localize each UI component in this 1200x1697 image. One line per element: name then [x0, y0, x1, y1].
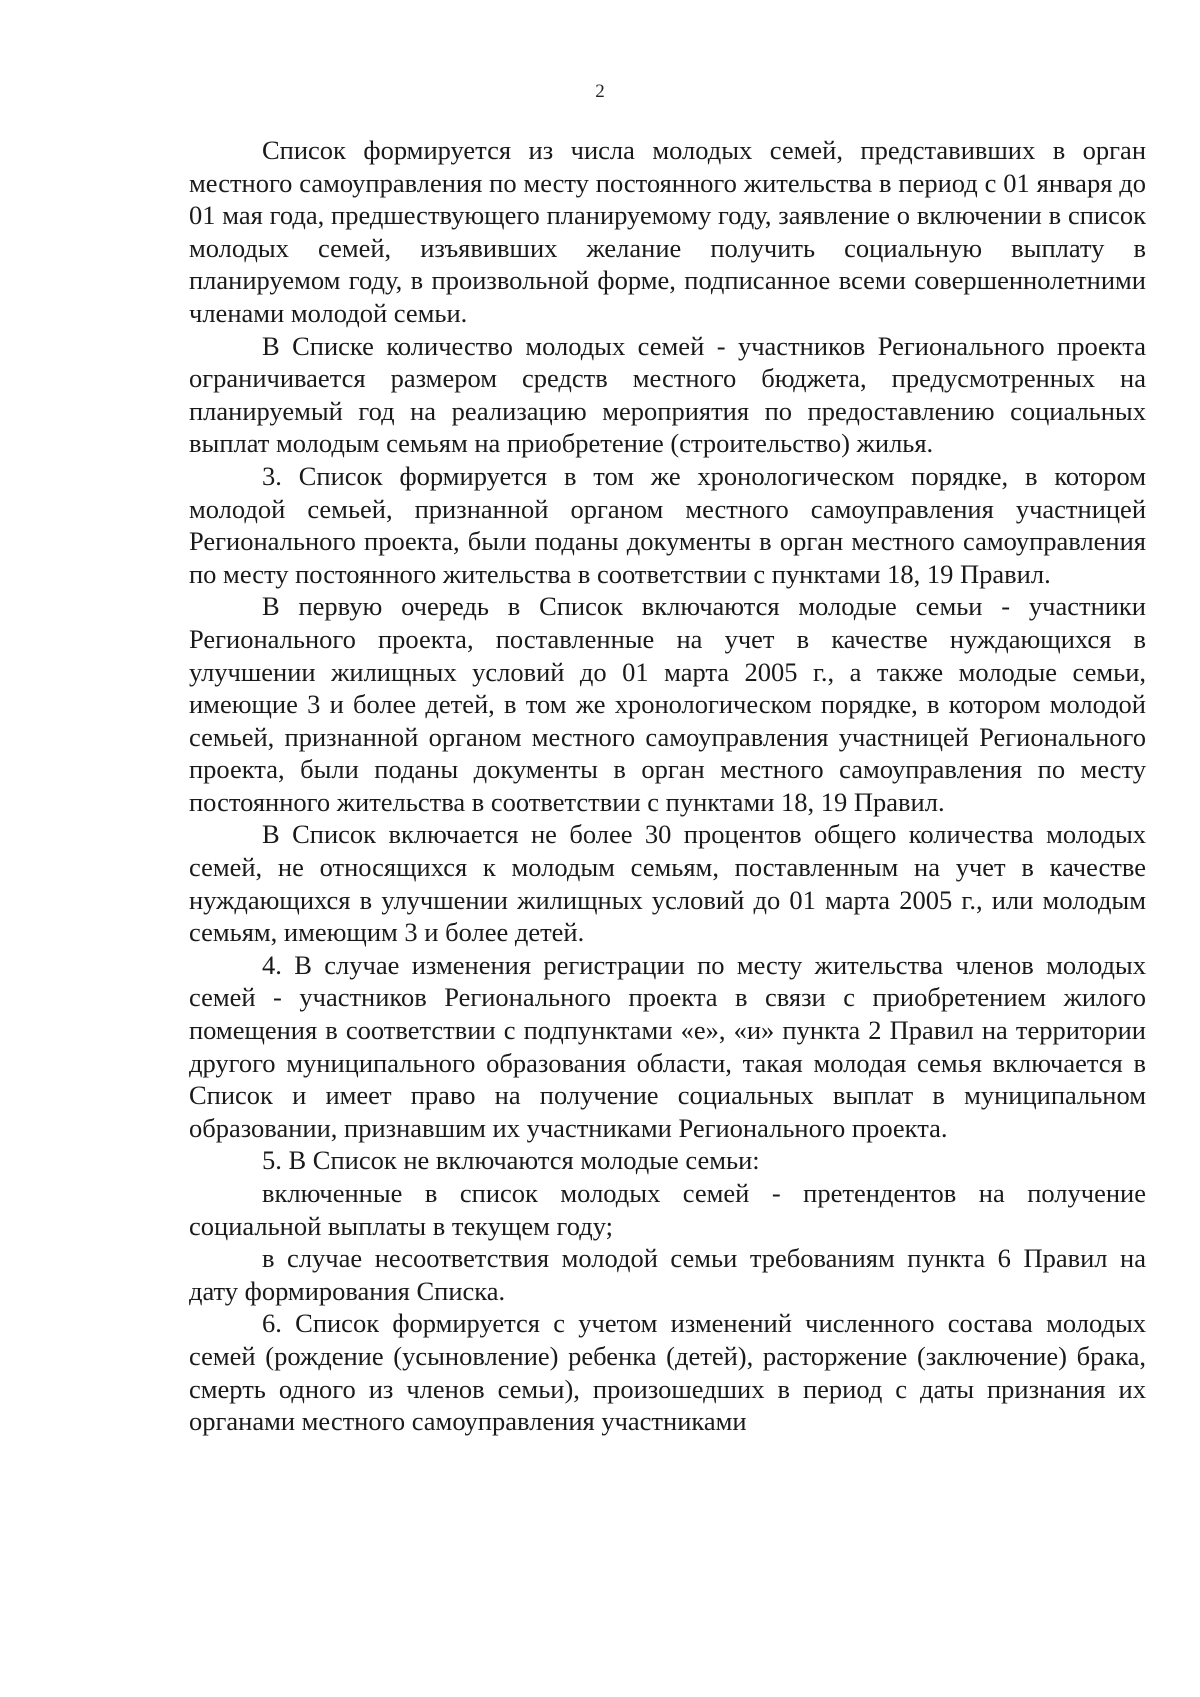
paragraph-item-6: 6. Список формируется с учетом изменений численного состава молодых семей (рождение (усыновление) ребенка (детей), расторжение (заключение) брака, смерть одного из членов семьи), произошедших в период с даты признания их органами местного самоуправления участниками — [189, 1308, 1146, 1437]
paragraph-30-percent: В Список включается не более 30 процентов общего количества молодых семей, не относящихся к молодым семьям, поставленным на учет в качестве нуждающихся в улучшении жилищных условий до 01 марта 2005 г., или молодым семьям, имеющим 3 и более детей. — [189, 819, 1146, 948]
paragraph-exclusion-1: включенные в список молодых семей - претендентов на получение социальной выплаты в текущем году; — [189, 1178, 1146, 1241]
paragraph-item-3: 3. Список формируется в том же хронологическом порядке, в котором молодой семьей, признанной органом местного самоуправления участницей Регионального проекта, были поданы документы в орган местного самоуправления по месту постоянного жительства в соответствии с пунктами 18, 19 Правил. — [189, 460, 1146, 589]
document-body — [189, 134, 1146, 1438]
paragraph-list-formation: Список формируется из числа молодых семей, представивших в орган местного самоуправления по месту постоянного жительства в период с 01 января до 01 мая года, предшествующего планируемому году, заявление о включении в список молодых семей, изъявивших желание получить социальную выплату в планируемом году, в произвольной форме, подписанное всеми совершеннолетними членами молодой семьи. — [189, 135, 1146, 328]
paragraph-priority: В первую очередь в Список включаются молодые семьи - участники Регионального проекта, поставленные на учет в качестве нуждающихся в улучшении жилищных условий до 01 марта 2005 г., а также молодые семьи, имеющие 3 и более детей, в том же хронологическом порядке, в котором молодой семьей, признанной органом местного самоуправления участницей Регионального проекта, были поданы документы в орган местного самоуправления по месту постоянного жительства в соответствии с пунктами 18, 19 Правил. — [189, 591, 1146, 817]
page-number: 2 — [595, 81, 605, 102]
paragraph-quantity-limit: В Списке количество молодых семей - участников Регионального проекта ограничивается размером средств местного бюджета, предусмотренных на планируемый год на реализацию мероприятия по предоставлению социальных выплат молодым семьям на приобретение (строительство) жилья. — [189, 330, 1146, 459]
paragraph-item-5: 5. В Список не включаются молодые семьи: — [262, 1145, 760, 1176]
paragraph-item-4: 4. В случае изменения регистрации по месту жительства членов молодых семей - участников Регионального проекта в связи с приобретением жилого помещения в соответствии с подпунктами «е», «и» пункта 2 Правил на территории другого муниципального образования области, такая молодая семья включается в Список и имеет право на получение социальных выплат в муниципальном образовании, признавшим их участниками Регионального проекта. — [189, 949, 1146, 1143]
paragraph-exclusion-2: в случае несоответствия молодой семьи требованиям пункта 6 Правил на дату формирования Списка. — [189, 1243, 1146, 1306]
